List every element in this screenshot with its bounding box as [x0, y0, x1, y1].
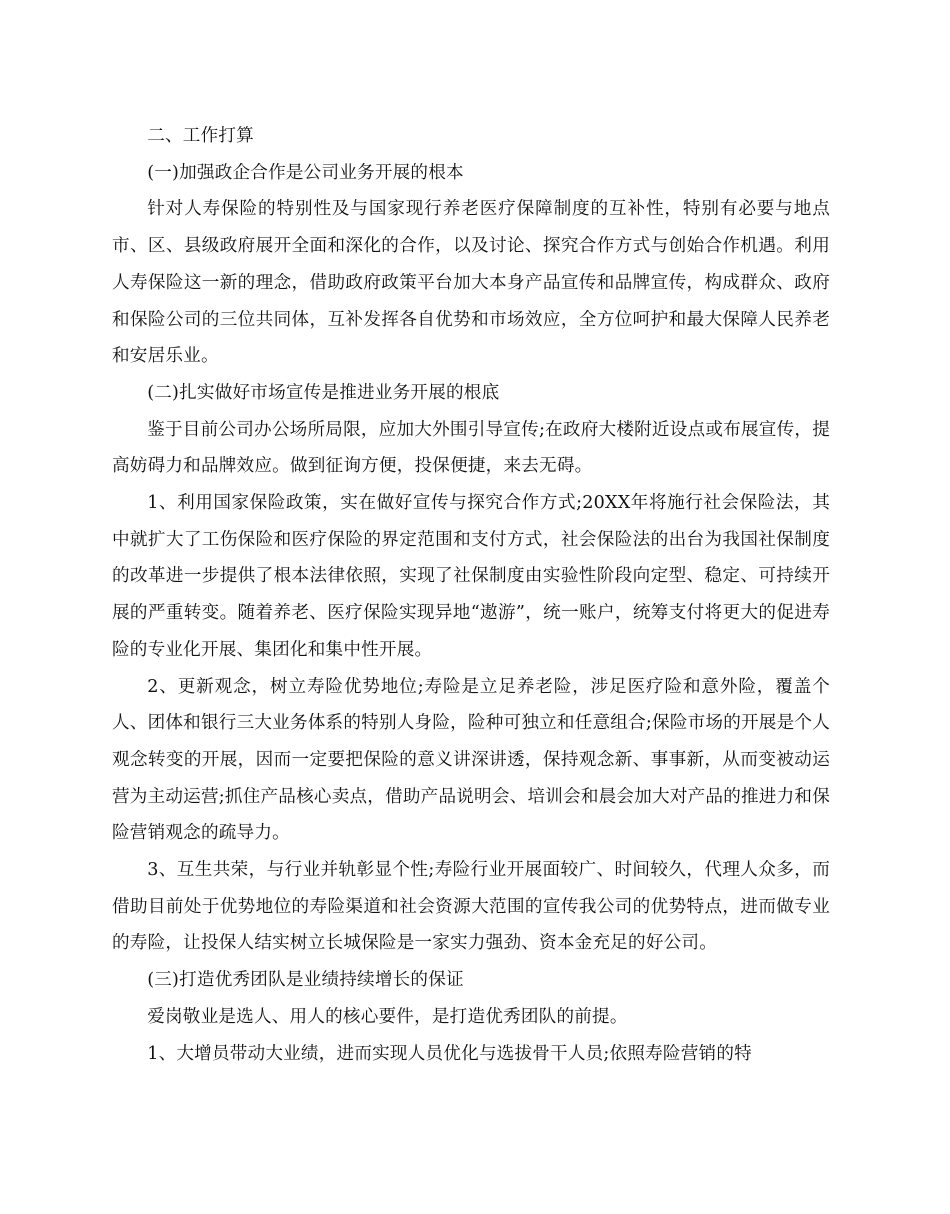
paragraph-item-1-recruitment: 1、大增员带动大业绩，进而实现人员优化与选拔骨干人员;依照寿险营销的特	[147, 1043, 752, 1064]
paragraph-government-cooperation: 针对人寿保险的特别性及与国家现行养老医疗保障制度的互补性，特别有必要与地点市、区、县级政府展开全面和深化的合作，以及讨论、探究合作方式与创始合作机遇。利用人寿保险这一新的理念，借助政府政策平台加大本身产品宣传和品牌宣传，构成群众、政府和保险公司的三位共同体，互补发挥各自优势和市场效应，全方位呵护和最大保障人民养老和安居乐业。	[112, 199, 830, 367]
paragraph-team-premise: 爱岗敬业是选人、用人的核心要件，是打造优秀团队的前提。	[147, 1006, 628, 1027]
paragraph-item-1-policy: 1、利用国家保险政策，实在做好宣传与探究合作方式;20XX年将施行社会保险法，其中就扩大了工伤保险和医疗保险的界定范围和支付方式，社会保险法的出台为我国社保制度的改革进一步提供了根本法律依照，实现了社保制度由实验性阶段向定型、稳定、可持续开展的严重转变。随着养老、医疗保险实现异地“遨游”，统一账户，统筹支付将更大的促进寿险的专业化开展、集团化和集中性开展。	[112, 493, 830, 660]
section-heading-work-plan: 二、工作打算	[147, 126, 254, 146]
document-body	[112, 118, 830, 1072]
paragraph-item-3-industry: 3、互生共荣，与行业并轨彰显个性;寿险行业开展面较广、时间较久，代理人众多，而借助目前处于优势地位的寿险渠道和社会资源大范围的宣传我公司的优势特点，进而做专业的寿险，让投保人结实树立长城保险是一家实力强劲、资本金充足的好公司。	[112, 860, 830, 954]
paragraph-market-promotion: 鉴于目前公司办公场所局限，应加大外围引导宣传;在政府大楼附近设点或布展宣传，提高妨碍力和品牌效应。做到征询方便，投保便捷，来去无碍。	[112, 419, 830, 477]
subheading-government-cooperation: (一)加强政企合作是公司业务开展的根本	[147, 162, 464, 183]
subheading-market-promotion: (二)扎实做好市场宣传是推进业务开展的根底	[147, 382, 500, 403]
paragraph-item-2-concept: 2、更新观念，树立寿险优势地位;寿险是立足养老险，涉足医疗险和意外险，覆盖个人、团体和银行三大业务体系的特别人身险，险种可独立和任意组合;保险市场的开展是个人观念转变的开展，因而一定要把保险的意义讲深讲透，保持观念新、事事新，从而变被动运营为主动运营;抓住产品核心卖点，借助产品说明会、培训会和晨会加大对产品的推进力和保险营销观念的疏导力。	[112, 676, 830, 844]
subheading-excellent-team: (三)打造优秀团队是业绩持续增长的保证	[147, 970, 464, 991]
